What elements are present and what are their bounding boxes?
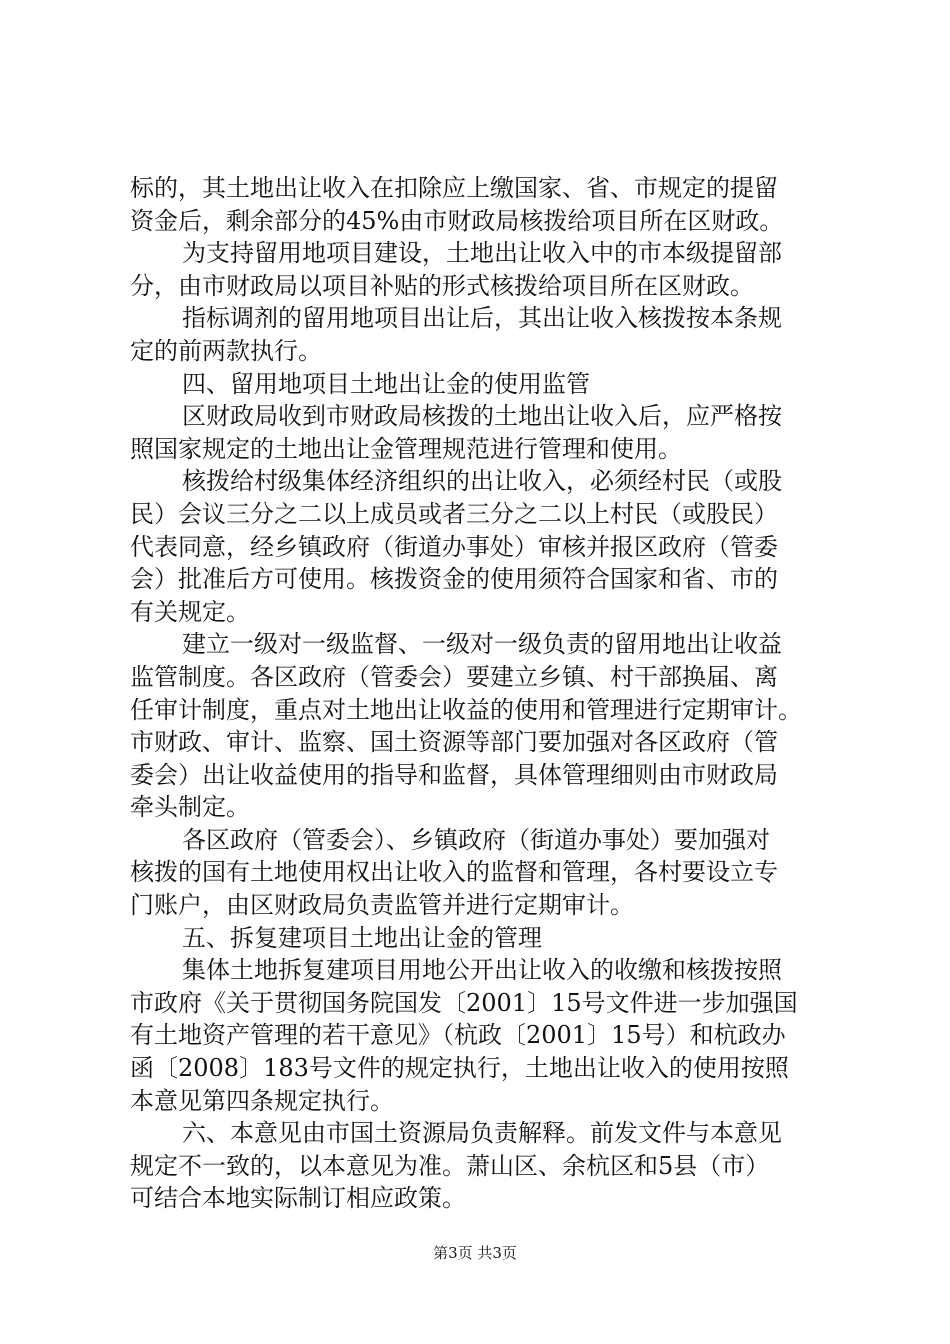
text-line: 民）会议三分之二以上成员或者三分之二以上村民（或股民）: [130, 499, 778, 528]
text-line: 会）批准后方可使用。核拨资金的使用须符合国家和省、市的: [130, 565, 778, 594]
text-line: 代表同意，经乡镇政府（街道办事处）审核并报区政府（管委: [130, 532, 778, 561]
text-line: 核拨给村级集体经济组织的出让收入，必须经村民（或股: [182, 467, 782, 496]
text-line: 分，由市财政局以项目补贴的形式核拨给项目所在区财政。: [130, 271, 754, 300]
page-footer: 第3页 共3页: [433, 1244, 517, 1262]
text-line: 建立一级对一级监督、一级对一级负责的留用地出让收益: [182, 630, 782, 659]
text-line: 定的前两款执行。: [130, 336, 322, 365]
text-line: 可结合本地实际制订相应政策。: [130, 1184, 466, 1213]
text-line: 牵头制定。: [130, 793, 250, 822]
text-line: 为支持留用地项目建设，土地出让收入中的市本级提留部: [182, 239, 782, 268]
text-line: 区财政局收到市财政局核拨的土地出让收入后，应严格按: [182, 402, 782, 431]
section-heading: 五、拆复建项目土地出让金的管理: [182, 923, 542, 952]
text-line: 规定不一致的，以本意见为准。萧山区、余杭区和5县（市）: [130, 1151, 770, 1180]
text-line: 核拨的国有土地使用权出让收入的监督和管理，各村要设立专: [130, 858, 778, 887]
section-heading: 六、本意见由市国土资源局负责解释。前发文件与本意见: [182, 1119, 782, 1148]
text-line: 市财政、审计、监察、国土资源等部门要加强对各区政府（管: [130, 728, 778, 757]
text-line: 任审计制度，重点对土地出让收益的使用和管理进行定期审计。: [130, 695, 802, 724]
text-line: 资金后，剩余部分的45%由市财政局核拨给项目所在区财政。: [130, 206, 784, 235]
text-line: 有土地资产管理的若干意见》（杭政〔2001〕15号）和杭政办: [130, 1021, 786, 1050]
text-line: 各区政府（管委会）、乡镇政府（街道办事处）要加强对: [182, 825, 770, 854]
text-line: 照国家规定的土地出让金管理规范进行管理和使用。: [130, 434, 682, 463]
body-text: [130, 172, 840, 1215]
text-line: 门账户，由区财政局负责监管并进行定期审计。: [130, 891, 634, 920]
section-heading: 四、留用地项目土地出让金的使用监管: [182, 369, 590, 398]
text-line: 市政府《关于贯彻国务院国发〔2001〕15号文件进一步加强国: [130, 988, 798, 1017]
text-line: 委会）出让收益使用的指导和监督，具体管理细则由市财政局: [130, 760, 778, 789]
text-line: 监管制度。各区政府（管委会）要建立乡镇、村干部换届、离: [130, 662, 778, 691]
text-line: 函〔2008〕183号文件的规定执行，土地出让收入的使用按照: [130, 1054, 789, 1083]
text-line: 有关规定。: [130, 597, 250, 626]
text-line: 标的，其土地出让收入在扣除应上缴国家、省、市规定的提留: [130, 174, 778, 202]
text-line: 指标调剂的留用地项目出让后，其出让收入核拨按本条规: [182, 304, 782, 333]
text-line: 本意见第四条规定执行。: [130, 1086, 394, 1115]
text-line: 集体土地拆复建项目用地公开出让收入的收缴和核拨按照: [182, 956, 782, 985]
